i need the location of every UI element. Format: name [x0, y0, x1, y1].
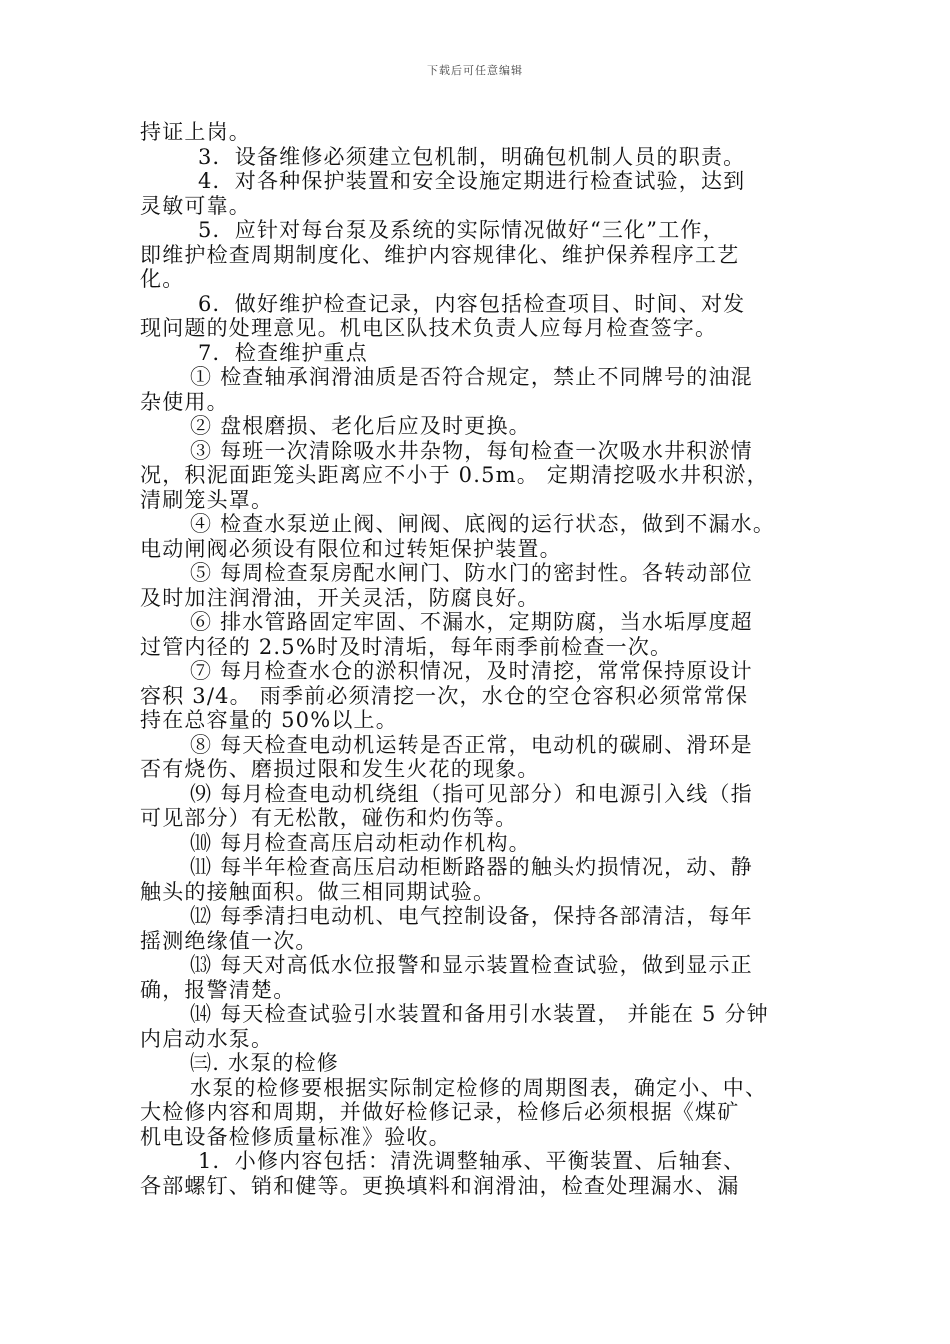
text-line: 持在总容量的 50%以上。 [140, 708, 398, 732]
text-line: 杂使用。 [140, 389, 229, 414]
text-line: 否有烧伤、磨损过限和发生火花的现象。 [140, 757, 540, 781]
text-line: 持证上岗。 [140, 120, 251, 144]
text-line: 况，积泥面距笼头距离应不小于 0.5m。 定期清挖吸水井积淤， [140, 463, 769, 487]
text-line: 水泵的检修要根据实际制定检修的周期图表，确定小、中、 [190, 1075, 768, 1100]
text-line: 可见部分）有无松散，碰伤和灼伤等。 [140, 806, 518, 830]
text-line: 7．检查维护重点 [198, 340, 368, 365]
text-line: ⑿ 每季清扫电动机、电气控制设备，保持各部清洁，每年 [190, 904, 753, 928]
text-line: ㈢. 水泵的检修 [190, 1051, 339, 1075]
text-line: 3．设备维修必须建立包机制，明确包机制人员的职责。 [198, 144, 746, 169]
text-line: ⑤ 每周检查泵房配水闸门、防水门的密封性。各转动部位 [190, 561, 753, 585]
text-line: 容积 3/4。 雨季前必须清挖一次，水仓的空仓容积必须常常保 [140, 683, 749, 708]
text-line: ⒀ 每天对高低水位报警和显示装置检查试验，做到显示正 [190, 953, 753, 977]
text-line: 及时加注润滑油，开关灵活，防腐良好。 [140, 585, 540, 610]
text-line: 5．应针对每台泵及系统的实际情况做好“三化”工作， [198, 218, 725, 242]
text-line: ① 检查轴承润滑油质是否符合规定，禁止不同牌号的油混 [190, 365, 753, 389]
text-line: 大检修内容和周期，并做好检修记录，检修后必须根据《煤矿 [140, 1100, 740, 1124]
text-line: ⑥ 排水管路固定牢固、不漏水，定期防腐，当水垢厚度超 [190, 610, 753, 634]
text-line: 过管内径的 2.5%时及时清垢，每年雨季前检查一次。 [140, 634, 673, 659]
text-line: ⑧ 每天检查电动机运转是否正常，电动机的碳刷、滑环是 [190, 732, 753, 757]
document-body [140, 120, 810, 1198]
text-line: 机电设备检修质量标准》验收。 [140, 1124, 451, 1149]
text-line: 摇测绝缘值一次。 [140, 928, 318, 953]
text-line: 电动闸阀必须设有限位和过转矩保护装置。 [140, 536, 562, 561]
text-line: ② 盘根磨损、老化后应及时更换。 [190, 414, 531, 438]
text-line: 触头的接触面积。做三相同期试验。 [140, 879, 496, 904]
text-line: 各部螺钉、销和健等。更换填料和润滑油，检查处理漏水、漏 [140, 1173, 740, 1198]
text-line: ⑽ 每月检查高压启动柜动作机构。 [190, 830, 531, 855]
text-line: 现问题的处理意见。机电区队技术负责人应每月检查签字。 [140, 316, 718, 340]
text-line: 灵敏可靠。 [140, 193, 251, 218]
header-note: 下载后可任意编辑 [427, 64, 523, 77]
text-line: 6．做好维护检查记录，内容包括检查项目、时间、对发 [198, 291, 746, 316]
text-line: ⑾ 每半年检查高压启动柜断路器的触头灼损情况，动、静 [190, 855, 753, 879]
text-line: ⑼ 每月检查电动机绕组（指可见部分）和电源引入线（指 [190, 781, 753, 806]
text-line: 内启动水泵。 [140, 1026, 274, 1051]
text-line: ⒁ 每天检查试验引水装置和备用引水装置， 并能在 5 分钟 [190, 1002, 769, 1026]
text-line: 4．对各种保护装置和安全设施定期进行检查试验，达到 [198, 169, 746, 193]
text-line: 清刷笼头罩。 [140, 487, 274, 512]
text-line: 确，报警清楚。 [140, 977, 296, 1002]
text-line: 即维护检查周期制度化、维护内容规律化、维护保养程序工艺 [140, 242, 740, 267]
text-line: ③ 每班一次清除吸水井杂物，每旬检查一次吸水井积淤情 [190, 438, 753, 463]
text-line: ⑦ 每月检查水仓的淤积情况，及时清挖，常常保持原设计 [190, 659, 753, 683]
text-line: 化。 [140, 267, 185, 291]
text-line: ④ 检查水泵逆止阀、闸阀、底阀的运行状态，做到不漏水。 [190, 512, 776, 536]
text-line: 1．小修内容包括：清洗调整轴承、平衡装置、后轴套、 [198, 1149, 746, 1173]
